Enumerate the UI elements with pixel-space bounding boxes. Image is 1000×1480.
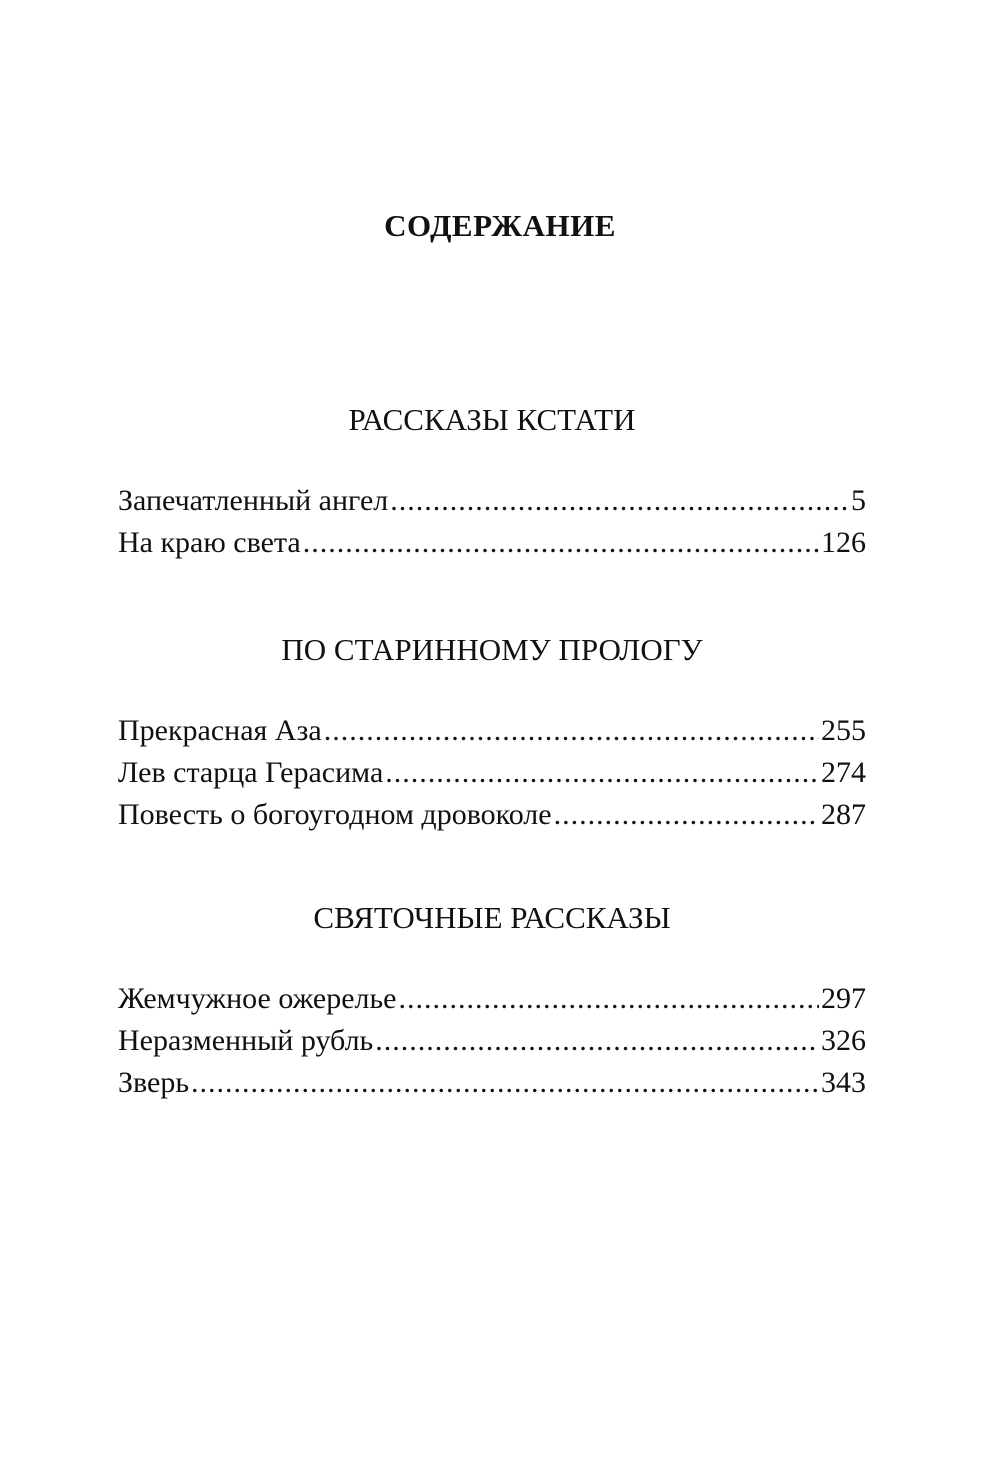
- dot-leader: [303, 522, 819, 564]
- entry-title: Запечатленный ангел: [118, 484, 389, 517]
- entry-page-number: 5: [851, 484, 866, 517]
- page-title: СОДЕРЖАНИЕ: [384, 208, 616, 243]
- dot-leader: [390, 480, 849, 522]
- section-heading: РАССКАЗЫ КСТАТИ: [348, 402, 636, 437]
- toc-entry[interactable]: [118, 1062, 866, 1104]
- toc-entry[interactable]: [118, 710, 866, 752]
- entry-page-number: 297: [821, 982, 866, 1015]
- toc-entry[interactable]: [118, 522, 866, 564]
- toc-entry[interactable]: [118, 978, 866, 1020]
- toc-section-po-starinnomu-prologu: [118, 628, 866, 836]
- section-heading: ПО СТАРИННОМУ ПРОЛОГУ: [281, 632, 703, 667]
- dot-leader: [375, 1020, 819, 1062]
- section-heading: СВЯТОЧНЫЕ РАССКАЗЫ: [313, 900, 671, 935]
- dot-leader: [554, 794, 819, 836]
- toc-section-rasskazy-kstati: [118, 398, 866, 564]
- entry-title: На краю света: [118, 526, 301, 559]
- dot-leader: [399, 978, 820, 1020]
- entry-page-number: 343: [821, 1066, 866, 1099]
- dot-leader: [324, 710, 819, 752]
- entry-title: Повесть о богоугодном дровоколе: [118, 798, 552, 831]
- entry-page-number: 326: [821, 1024, 866, 1057]
- entry-title: Зверь: [118, 1066, 190, 1099]
- entry-title: Неразменный рубль: [118, 1024, 374, 1057]
- toc-section-svyatochnye-rasskazy: [118, 896, 866, 1104]
- entry-title: Прекрасная Аза: [118, 714, 322, 747]
- dot-leader: [385, 752, 819, 794]
- toc-entry[interactable]: [118, 1020, 866, 1062]
- entry-title: Жемчужное ожерелье: [118, 982, 397, 1015]
- toc-entry[interactable]: [118, 480, 866, 522]
- toc-entry[interactable]: [118, 752, 866, 794]
- dot-leader: [191, 1062, 819, 1104]
- entry-page-number: 126: [821, 526, 866, 559]
- toc-entry[interactable]: [118, 794, 866, 836]
- entry-page-number: 287: [821, 798, 866, 831]
- entry-title: Лев старца Герасима: [118, 756, 384, 789]
- entry-page-number: 274: [821, 756, 866, 789]
- entry-page-number: 255: [821, 714, 866, 747]
